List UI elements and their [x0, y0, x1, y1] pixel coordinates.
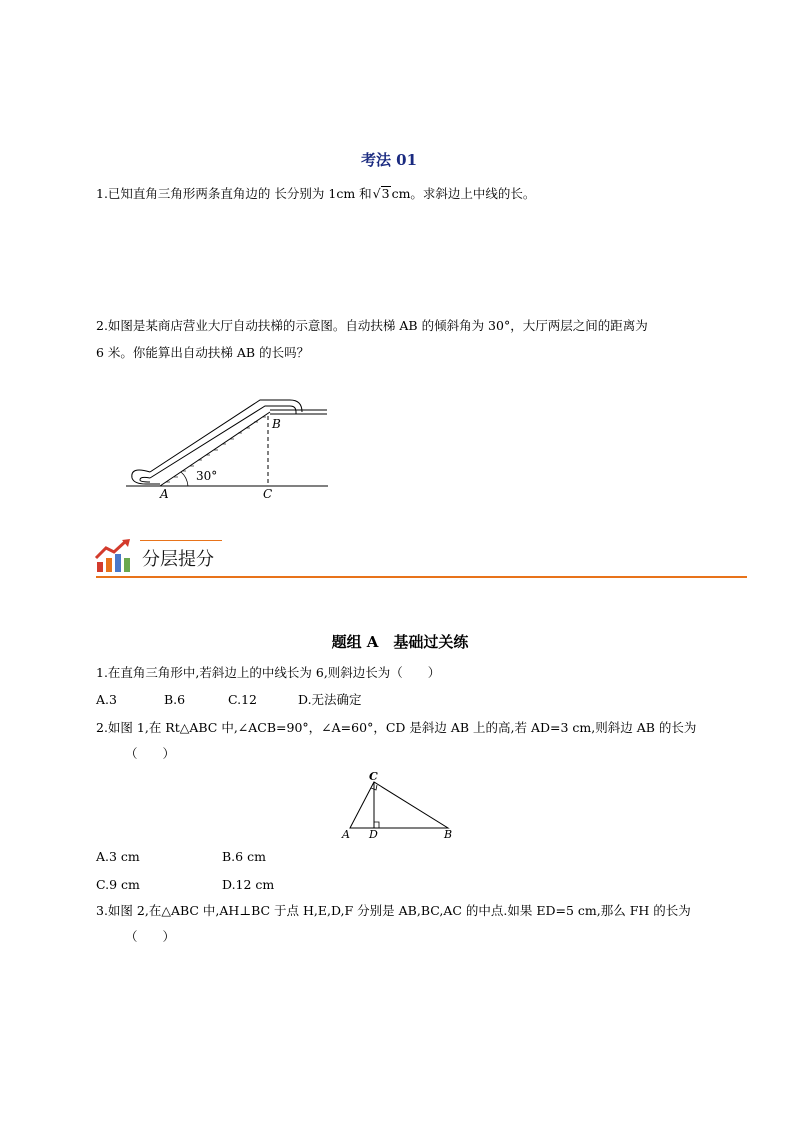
- angle-label: 30°: [196, 469, 218, 483]
- group-a-question-1: 1.在直角三角形中,若斜边上的中线长为 6,则斜边长为（ ）: [96, 665, 441, 680]
- point-c-label: C: [263, 487, 273, 501]
- bar-1: [97, 562, 103, 572]
- triangle-abc: [350, 782, 448, 828]
- triangle-figure: [338, 770, 458, 842]
- growth-chart-icon: [94, 538, 136, 574]
- group-title: 题组 A 基础过关练: [331, 633, 469, 651]
- question-1-text-after: cm。求斜边上中线的长。: [391, 186, 536, 201]
- section-title: 考法 01: [360, 151, 418, 169]
- option-d: D.12 cm: [222, 877, 275, 892]
- point-a-label: A: [160, 487, 169, 501]
- answer-blank: （ ）: [125, 746, 176, 761]
- option-a: A.3: [96, 692, 117, 707]
- option-a: A.3 cm: [96, 849, 140, 864]
- handrail-outer: [150, 400, 302, 472]
- point-b-label: B: [444, 828, 453, 841]
- sqrt-expression: √3: [372, 186, 390, 201]
- point-c-label: C: [369, 770, 378, 783]
- option-c: C.9 cm: [96, 877, 140, 892]
- sqrt-radicand: 3: [381, 186, 390, 201]
- question-2-line-2: 6 米。你能算出自动扶梯 AB 的长吗？: [96, 345, 310, 360]
- handrail-inner-curve: [140, 477, 150, 482]
- group-a-question-3: 3.如图 2,在△ABC 中,AH⊥BC 于点 H,E,D,F 分别是 AB,BC,AC 的中点.如果 ED=5 cm,那么 FH 的长为: [96, 903, 691, 918]
- question-1-text-before: 1.已知直角三角形两条直角边的 长分别为 1cm 和: [96, 186, 372, 201]
- option-c: C.12: [228, 692, 257, 707]
- option-b: B.6 cm: [222, 849, 266, 864]
- bar-3: [115, 554, 121, 572]
- escalator-figure: [120, 390, 335, 502]
- question-1: [96, 186, 535, 202]
- option-b: B.6: [164, 692, 186, 707]
- question-2-line-1: 2.如图是某商店营业大厅自动扶梯的示意图。自动扶梯 AB 的倾斜角为 30°，大厅两层之间的距离为: [96, 318, 648, 333]
- option-d: D.无法确定: [298, 692, 362, 707]
- group-a-question-1-options: [96, 692, 496, 708]
- trend-arrow-line: [96, 541, 126, 558]
- point-d-label: D: [369, 828, 378, 841]
- point-b-label: B: [272, 417, 281, 431]
- group-a-question-2: 2.如图 1,在 Rt△ABC 中,∠ACB=90°，∠A=60°，CD 是斜边 AB 上的高,若 AD=3 cm,则斜边 AB 的长为: [96, 720, 697, 735]
- banner-top-rule: [140, 540, 222, 541]
- banner-divider: [96, 576, 747, 578]
- bar-2: [106, 558, 112, 572]
- point-a-label: A: [342, 828, 350, 841]
- angle-arc: [181, 472, 188, 486]
- answer-blank: （ ）: [125, 929, 176, 944]
- banner-title: 分层提分: [142, 549, 214, 570]
- bar-4: [124, 558, 130, 572]
